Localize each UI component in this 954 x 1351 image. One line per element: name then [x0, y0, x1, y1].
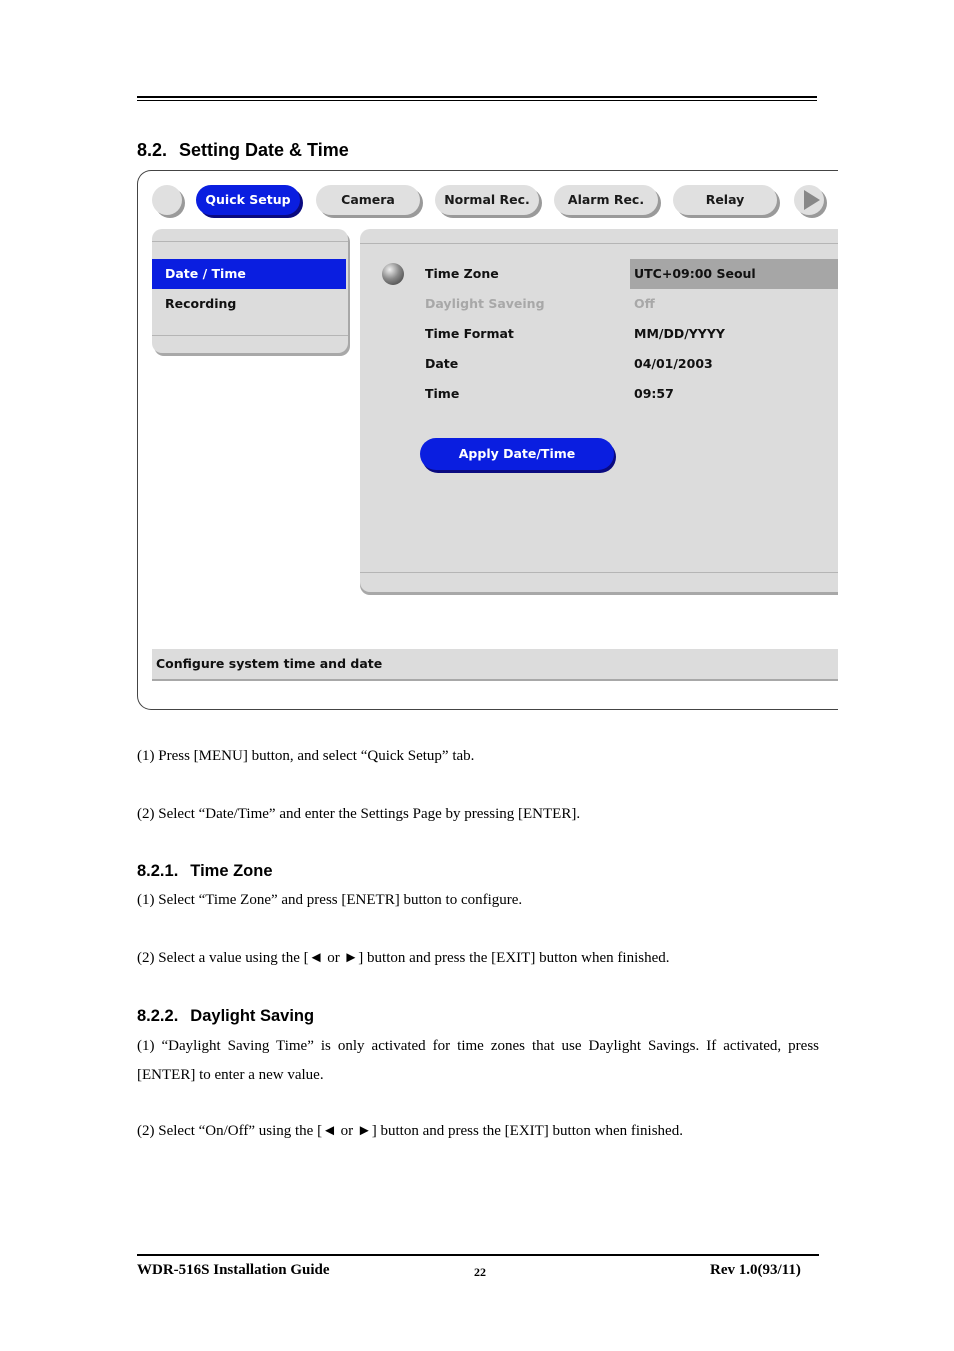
label-time-format: Time Format	[425, 326, 514, 341]
tab-quick-setup[interactable]: Quick Setup	[196, 185, 300, 215]
intro-step-1: (1) Press [MENU] button, and select “Quick Setup” tab.	[137, 748, 475, 764]
settings-panel	[360, 229, 838, 592]
intro-step-2: (2) Select “Date/Time” and enter the Settings Page by pressing [ENTER].	[137, 806, 581, 822]
footer-page-number: 22	[474, 1265, 486, 1279]
time-zone-step-2: (2) Select a value using the [◄ or ►] button and press the [EXIT] button when finished.	[137, 950, 670, 966]
tab-camera[interactable]: Camera	[316, 185, 420, 215]
label-date: Date	[425, 356, 459, 371]
tab-alarm-rec[interactable]: Alarm Rec.	[554, 185, 658, 215]
footer-revision: Rev 1.0(93/11)	[710, 1262, 801, 1278]
tab-normal-rec[interactable]: Normal Rec.	[435, 185, 539, 215]
side-menu	[152, 229, 348, 353]
tab-blank[interactable]	[152, 185, 182, 215]
label-time-zone: Time Zone	[425, 266, 499, 281]
value-date[interactable]: 04/01/2003	[634, 356, 713, 371]
label-daylight-saving: Daylight Saveing	[425, 296, 545, 311]
section-title: Setting Date & Time	[179, 140, 349, 160]
apply-date-time-button[interactable]: Apply Date/Time	[420, 438, 614, 470]
tab-next-button[interactable]	[794, 185, 824, 215]
footer-rule	[137, 1254, 819, 1256]
daylight-step-2: (2) Select “On/Off” using the [◄ or ►] button and press the [EXIT] button when finished.	[137, 1123, 683, 1139]
time-zone-step-1: (1) Select “Time Zone” and press [ENETR] button to configure.	[137, 892, 523, 908]
value-time-zone[interactable]: UTC+09:00 Seoul	[634, 266, 756, 281]
subsection-heading-daylight-saving: 8.2.2. Daylight Saving	[137, 1007, 315, 1025]
selection-knob-icon	[382, 263, 404, 285]
tab-relay[interactable]: Relay	[673, 185, 777, 215]
menu-item-date-time[interactable]: Date / Time	[152, 259, 346, 289]
value-time-format[interactable]: MM/DD/YYYY	[634, 326, 725, 341]
daylight-step-1: (1) “Daylight Saving Time” is only activated for time zones that use Daylight Savings. If activated, press [ENTER] to enter a new value.	[137, 1038, 819, 1083]
value-time[interactable]: 09:57	[634, 386, 674, 401]
osd-screenshot	[137, 170, 838, 710]
play-arrow-icon	[804, 190, 820, 210]
label-time: Time	[425, 386, 460, 401]
value-daylight-saving[interactable]: Off	[634, 296, 655, 311]
menu-item-recording[interactable]: Recording	[165, 296, 237, 311]
subsection-heading-time-zone: 8.2.1. Time Zone	[137, 862, 273, 880]
section-heading	[137, 140, 349, 161]
header-rule	[137, 96, 817, 98]
footer-doc-title: WDR-516S Installation Guide	[137, 1262, 330, 1278]
status-bar: Configure system time and date	[152, 649, 838, 681]
section-number: 8.2.	[137, 140, 168, 160]
header-rule-thin	[137, 100, 817, 101]
